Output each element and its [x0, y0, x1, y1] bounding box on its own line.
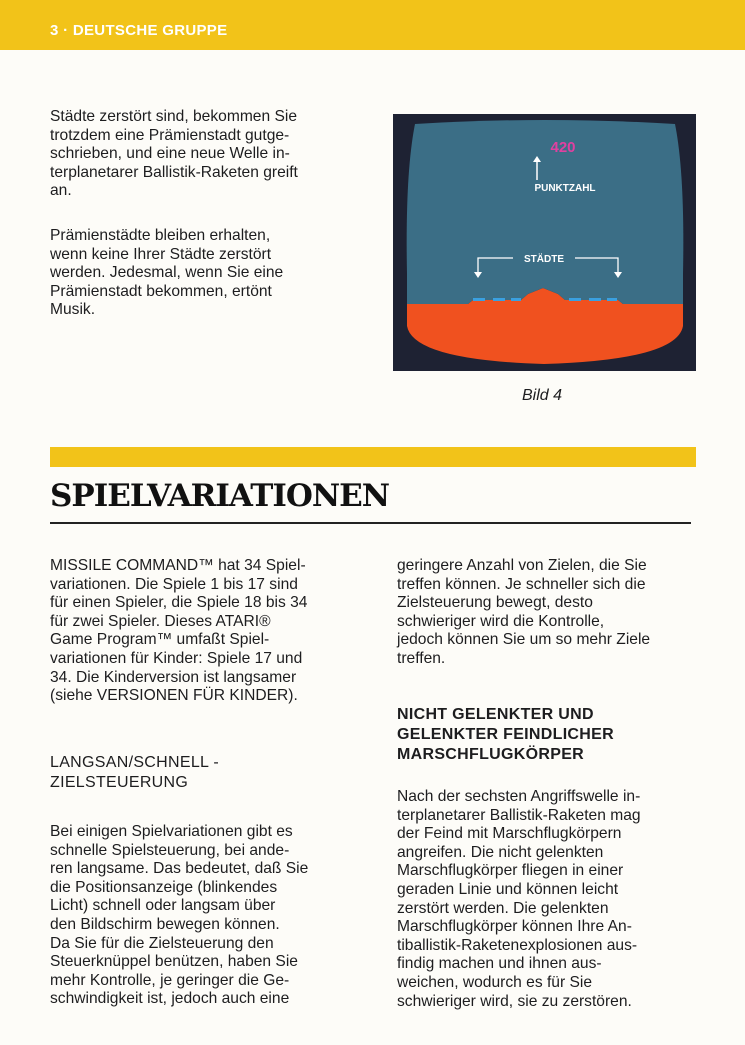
city-6 [607, 298, 617, 301]
city-5 [589, 298, 601, 301]
section-title: SPIELVARIATIONEN [50, 478, 390, 514]
variations-paragraph: MISSILE COMMAND™ hat 34 Spiel- variationen. Die Spiele 1 bis 17 sind für einen Spieler, die Spiele 18 bis 34 für zwei Spieler. Dieses ATARI® Game Program™ umfaßt Spiel- variationen für Kinder: Spiele 17 und 34. Die Kinderversion ist langsamer (siehe VERSIONEN FÜR KINDER). [50, 557, 308, 705]
subheading-speed: LANGSAN/SCHNELL - ZIELSTEUERUNG [50, 754, 219, 791]
intro-paragraph-1: Städte zerstört sind, bekommen Sie trotzdem eine Prämienstadt gutge- schrieben, und eine neue Welle in- terplanetarer Ballistik-Raketen greift an. [50, 108, 298, 200]
page-header-label: 3 · DEUTSCHE GRUPPE [50, 22, 228, 39]
screen-sky [407, 120, 684, 274]
speed-paragraph-continued: geringere Anzahl von Zielen, die Sie treffen können. Je schneller sich die Zielsteuerung bewegt, desto schwieriger wird die Kontrolle, jedoch können Sie um so mehr Ziele treffen. [397, 557, 651, 667]
speed-paragraph: Bei einigen Spielvariationen gibt es schnelle Spielsteuerung, bei ande- ren langsame. Das bedeutet, daß Sie die Positionsanzeige (blinkendes Licht) schnell oder langsam über den Bildschirm bewegen können. Da Sie für die Zielsteuerung den Steuerknüppel benützen, haben Sie mehr Kontrolle, je geringer die Ge- schwindigkeit ist, jedoch auch eine [50, 823, 309, 1008]
cities-label: STÄDTE [524, 254, 564, 265]
figure-caption: Bild 4 [522, 387, 563, 404]
score-value: 420 [550, 139, 576, 156]
section-bar [50, 447, 696, 467]
city-3 [511, 298, 521, 301]
city-1 [473, 298, 485, 301]
section-rule [50, 522, 691, 524]
score-label: PUNKTZAHL [534, 183, 596, 194]
subheading-cruise-missiles: NICHT GELENKTER UND GELENKTER FEINDLICHER MARSCHFLUGKÖRPER [397, 706, 614, 763]
game-screenshot-figure [393, 114, 696, 371]
city-4 [569, 298, 581, 301]
city-2 [493, 298, 505, 301]
intro-paragraph-2: Prämienstädte bleiben erhalten, wenn keine Ihrer Städte zerstört werden. Jedesmal, wenn Sie eine Prämienstadt bekommen, ertönt Musik. [50, 227, 284, 319]
cruise-missiles-paragraph: Nach der sechsten Angriffswelle in- terplanetarer Ballistik-Raketen mag der Feind mit Marschflugkörpern angreifen. Die nicht gelenkten Marschflugkörper fliegen in einer geraden Linie und können leicht zerstört werden. Die gelenkten Marschflugkörper können Ihre An- tiballistik-Raketenexplosionen aus- findig machen und ihnen aus- weichen, wodurch es für Sie schwieriger wird, sie zu zerstören. [397, 788, 641, 1010]
